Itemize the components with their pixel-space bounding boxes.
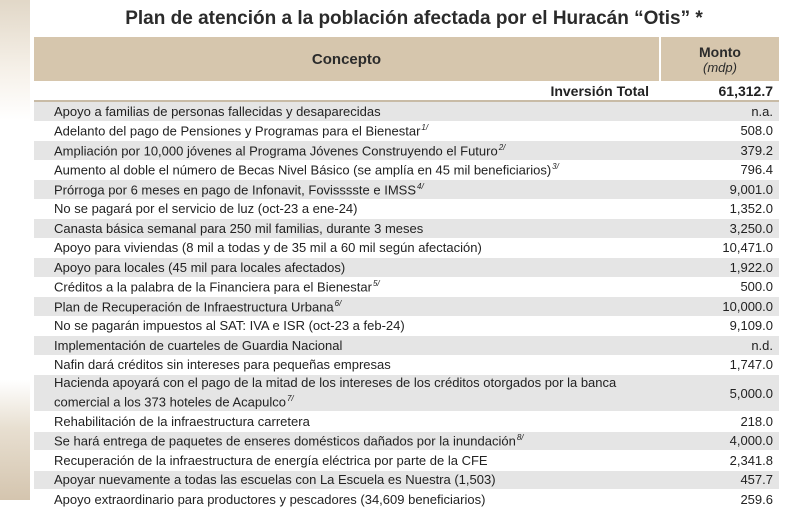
row-amount: 218.0 [740, 413, 773, 429]
row-concept-text: Créditos a la palabra de la Financiera para el Bienestar [54, 279, 372, 295]
row-concept [34, 357, 659, 372]
row-amount: 508.0 [740, 123, 773, 139]
row-concept-text: Nafin dará créditos sin intereses para pequeñas empresas [54, 357, 391, 373]
row-concept [34, 453, 659, 468]
table-row [34, 432, 779, 452]
table-row [34, 102, 779, 122]
row-footnote-marker: 3/ [552, 162, 559, 172]
decorative-left-banner-bottom [0, 380, 30, 500]
row-concept-text: No se pagarán impuestos al SAT: IVA e ISR (oct-23 a feb-24) [54, 318, 405, 334]
row-footnote-marker: 8/ [516, 433, 524, 443]
header-concepto: Concepto [311, 50, 382, 68]
row-concept-text: Aumento al doble el número de Becas Nivel Básico (se amplía en 45 mil beneficiarios) [54, 162, 552, 178]
row-amount: 9,109.0 [729, 318, 773, 334]
row-concept-text: Apoyo a familias de personas fallecidas y desaparecidas [54, 103, 381, 119]
row-concept-text: Apoyo para viviendas (8 mil a todas y de 35 mil a 60 mil según afectación) [54, 240, 482, 256]
row-amount: n.d. [751, 337, 773, 353]
table-row [34, 471, 779, 491]
row-concept [34, 221, 659, 236]
row-amount: 379.2 [740, 142, 773, 158]
table-row [34, 297, 779, 317]
decorative-left-banner-top [0, 0, 30, 120]
row-concept [34, 433, 659, 448]
table-row [34, 375, 779, 412]
row-footnote-marker: 5/ [372, 279, 380, 289]
row-concept-text: Adelanto del pago de Pensiones y Programas para el Bienestar [54, 123, 421, 139]
row-footnote-marker: 6/ [334, 298, 342, 308]
row-concept-text: Canasta básica semanal para 250 mil familias, durante 3 meses [54, 220, 424, 236]
row-footnote-marker: 4/ [417, 181, 424, 191]
row-concept-text: Apoyo extraordinario para productores y pescadores (34,609 beneficiarios) [54, 491, 486, 507]
row-amount: 2,341.8 [729, 452, 773, 468]
row-amount: 796.4 [740, 162, 773, 178]
row-amount: 500.0 [740, 279, 773, 295]
row-concept-text: No se pagará por el servicio de luz (oct-23 a ene-24) [54, 201, 358, 217]
row-concept [34, 240, 659, 255]
row-concept-text: Recuperación de la infraestructura de energía eléctrica por parte de la CFE [54, 452, 488, 468]
total-row [34, 82, 779, 102]
row-concept [34, 279, 659, 294]
header-monto-label: Monto [699, 43, 741, 60]
table-row [34, 278, 779, 298]
investment-table [34, 37, 779, 510]
table-row [34, 180, 779, 200]
row-concept [34, 260, 659, 275]
row-concept-text: Se hará entrega de paquetes de enseres domésticos dañados por la inundación [54, 433, 516, 449]
row-concept-text: Hacienda apoyará con el pago de la mitad de los intereses de los créditos otorgados por la banca comercial a los 373 hoteles de Acapulco [54, 375, 617, 410]
row-amount: 1,352.0 [729, 201, 773, 217]
table-row [34, 317, 779, 337]
row-footnote-marker: 1/ [421, 123, 429, 133]
total-value: 61,312.7 [718, 83, 773, 99]
row-amount: 4,000.0 [729, 433, 773, 449]
table-header [34, 37, 779, 81]
header-monto-unit: (mdp) [703, 59, 737, 75]
row-concept [34, 104, 659, 119]
row-concept [34, 375, 659, 410]
table-row [34, 336, 779, 356]
row-concept-text: Rehabilitación de la infraestructura carretera [54, 413, 310, 429]
row-concept [34, 201, 659, 216]
total-label: Inversión Total [550, 83, 649, 99]
row-concept-text: Implementación de cuarteles de Guardia Nacional [54, 337, 343, 353]
page-title: Plan de atención a la población afectada por el Huracán “Otis” * [125, 8, 703, 29]
table-row [34, 451, 779, 471]
row-concept-text: Apoyo para locales (45 mil para locales afectados) [54, 259, 346, 275]
table-row [34, 122, 779, 142]
row-concept [34, 492, 659, 507]
row-concept [34, 162, 659, 177]
row-footnote-marker: 7/ [286, 394, 294, 404]
table-row [34, 356, 779, 376]
header-monto [659, 37, 779, 81]
table-row [34, 239, 779, 259]
row-amount: 259.6 [740, 491, 773, 507]
row-amount: 9,001.0 [729, 181, 773, 197]
row-concept [34, 143, 659, 158]
row-concept [34, 123, 659, 138]
table-row [34, 412, 779, 432]
row-concept [34, 338, 659, 353]
row-amount: 10,471.0 [722, 240, 773, 256]
row-concept [34, 414, 659, 429]
row-concept-text: Apoyar nuevamente a todas las escuelas con La Escuela es Nuestra (1,503) [54, 472, 496, 488]
row-footnote-marker: 2/ [498, 142, 506, 152]
row-amount: 1,747.0 [729, 357, 773, 373]
row-amount: 10,000.0 [722, 298, 773, 314]
table-body [34, 102, 779, 510]
row-concept [34, 182, 659, 197]
row-concept [34, 299, 659, 314]
row-concept-text: Prórroga por 6 meses en pago de Infonavit, Fovisssste e IMSS [54, 181, 417, 197]
row-concept-text: Plan de Recuperación de Infraestructura Urbana [54, 298, 334, 314]
table-row [34, 258, 779, 278]
table-row [34, 200, 779, 220]
row-amount: 3,250.0 [729, 220, 773, 236]
row-concept-text: Ampliación por 10,000 jóvenes al Programa Jóvenes Construyendo el Futuro [54, 142, 498, 158]
row-amount: 5,000.0 [729, 385, 773, 401]
table-row [34, 161, 779, 181]
row-concept [34, 318, 659, 333]
row-concept [34, 472, 659, 487]
table-row [34, 141, 779, 161]
row-amount: 457.7 [740, 472, 773, 488]
row-amount: n.a. [751, 103, 773, 119]
table-row [34, 219, 779, 239]
row-amount: 1,922.0 [729, 259, 773, 275]
